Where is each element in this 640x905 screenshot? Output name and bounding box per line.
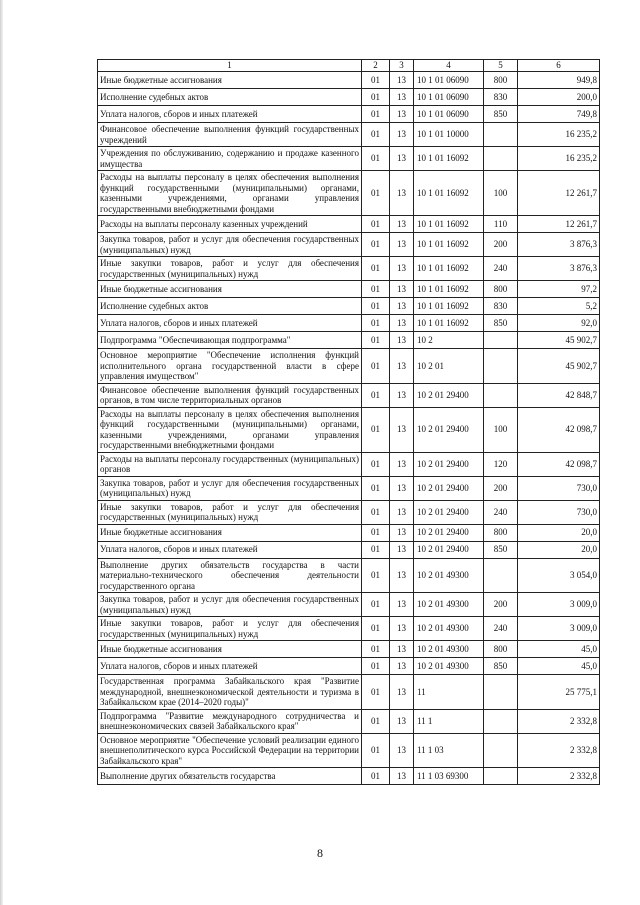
section-code-cell: 01 — [362, 315, 390, 332]
expense-name-cell: Иные закупки товаров, работ и услуг для обеспечения государственных (муниципальных) нужд — [98, 500, 362, 524]
subsection-code-cell: 13 — [390, 383, 414, 407]
table-row — [98, 541, 600, 558]
expense-name-cell: Уплата налогов, сборов и иных платежей — [98, 106, 362, 123]
target-article-code-cell: 10 2 01 29400 — [414, 452, 484, 476]
table-row — [98, 106, 600, 123]
subsection-code-cell: 13 — [390, 147, 414, 171]
target-article-code-cell: 11 1 — [414, 709, 484, 733]
table-row — [98, 147, 600, 171]
section-code-cell: 01 — [362, 524, 390, 541]
section-code-cell: 01 — [362, 476, 390, 500]
subsection-code-cell: 13 — [390, 123, 414, 147]
expense-name-cell: Иные закупки товаров, работ и услуг для обеспечения государственных (муниципальных) нужд — [98, 617, 362, 641]
subsection-code-cell: 13 — [390, 72, 414, 89]
amount-cell: 92,0 — [518, 315, 600, 332]
section-code-cell: 01 — [362, 233, 390, 257]
target-article-code-cell: 10 2 01 29400 — [414, 476, 484, 500]
amount-cell: 25 775,1 — [518, 675, 600, 710]
expense-type-code-cell: 110 — [484, 216, 518, 233]
amount-cell: 20,0 — [518, 524, 600, 541]
target-article-code-cell: 10 1 01 06090 — [414, 89, 484, 106]
target-article-code-cell: 10 2 — [414, 332, 484, 349]
expense-type-code-cell: 100 — [484, 407, 518, 452]
target-article-code-cell: 10 2 01 29400 — [414, 407, 484, 452]
target-article-code-cell: 10 2 01 49300 — [414, 617, 484, 641]
amount-cell: 2 332,8 — [518, 709, 600, 733]
table-row — [98, 281, 600, 298]
section-code-cell: 01 — [362, 298, 390, 315]
subsection-code-cell: 13 — [390, 332, 414, 349]
section-code-cell: 01 — [362, 147, 390, 171]
table-row — [98, 768, 600, 785]
target-article-code-cell: 10 1 01 06090 — [414, 106, 484, 123]
amount-cell: 3 009,0 — [518, 593, 600, 617]
amount-cell: 16 235,2 — [518, 123, 600, 147]
amount-cell: 3 876,3 — [518, 233, 600, 257]
expense-type-code-cell: 200 — [484, 476, 518, 500]
expense-name-cell: Иные бюджетные ассигнования — [98, 281, 362, 298]
subsection-code-cell: 13 — [390, 733, 414, 768]
target-article-code-cell: 10 2 01 49300 — [414, 593, 484, 617]
header-col-6: 6 — [518, 60, 600, 72]
expense-name-cell: Закупка товаров, работ и услуг для обеспечения государственных (муниципальных) нужд — [98, 593, 362, 617]
subsection-code-cell: 13 — [390, 641, 414, 658]
table-row — [98, 383, 600, 407]
section-code-cell: 01 — [362, 72, 390, 89]
expense-type-code-cell: 850 — [484, 658, 518, 675]
expense-name-cell: Основное мероприятие "Обеспечение исполнения функций исполнительного органа государственной власти в сфере управления имуществом" — [98, 349, 362, 384]
expense-type-code-cell — [484, 383, 518, 407]
table-row — [98, 658, 600, 675]
expense-name-cell: Подпрограмма "Развитие международного сотрудничества и внешнеэкономических связей Забайкальского края" — [98, 709, 362, 733]
header-col-3: 3 — [390, 60, 414, 72]
amount-cell: 97,2 — [518, 281, 600, 298]
expense-name-cell: Финансовое обеспечение выполнения функций государственных органов, в том числе территориальных органов — [98, 383, 362, 407]
section-code-cell: 01 — [362, 452, 390, 476]
subsection-code-cell: 13 — [390, 558, 414, 593]
table-row — [98, 500, 600, 524]
target-article-code-cell: 11 — [414, 675, 484, 710]
subsection-code-cell: 13 — [390, 281, 414, 298]
expense-type-code-cell: 850 — [484, 106, 518, 123]
target-article-code-cell: 10 1 01 16092 — [414, 147, 484, 171]
section-code-cell: 01 — [362, 593, 390, 617]
section-code-cell: 01 — [362, 106, 390, 123]
section-code-cell: 01 — [362, 709, 390, 733]
section-code-cell: 01 — [362, 500, 390, 524]
table-row — [98, 171, 600, 216]
section-code-cell: 01 — [362, 349, 390, 384]
subsection-code-cell: 13 — [390, 89, 414, 106]
expense-type-code-cell — [484, 709, 518, 733]
amount-cell: 45 902,7 — [518, 332, 600, 349]
table-row — [98, 123, 600, 147]
section-code-cell: 01 — [362, 216, 390, 233]
header-col-4: 4 — [414, 60, 484, 72]
page-number: 8 — [317, 846, 323, 860]
amount-cell: 42 098,7 — [518, 407, 600, 452]
amount-cell: 3 876,3 — [518, 257, 600, 281]
table-row — [98, 524, 600, 541]
section-code-cell: 01 — [362, 558, 390, 593]
subsection-code-cell: 13 — [390, 452, 414, 476]
expense-name-cell: Расходы на выплаты персоналу государственных (муниципальных) органов — [98, 452, 362, 476]
target-article-code-cell: 10 2 01 29400 — [414, 500, 484, 524]
target-article-code-cell: 10 1 01 06090 — [414, 72, 484, 89]
subsection-code-cell: 13 — [390, 675, 414, 710]
section-code-cell: 01 — [362, 641, 390, 658]
expense-name-cell: Расходы на выплаты персоналу в целях обеспечения выполнения функций государственными (муниципальными) органами, казенными учреждениями, органами управления государственными внебюджетными фондами — [98, 171, 362, 216]
expense-name-cell: Закупка товаров, работ и услуг для обеспечения государственных (муниципальных) нужд — [98, 233, 362, 257]
section-code-cell: 01 — [362, 541, 390, 558]
table-row — [98, 476, 600, 500]
subsection-code-cell: 13 — [390, 541, 414, 558]
subsection-code-cell: 13 — [390, 171, 414, 216]
expense-name-cell: Исполнение судебных актов — [98, 298, 362, 315]
section-code-cell: 01 — [362, 617, 390, 641]
subsection-code-cell: 13 — [390, 500, 414, 524]
target-article-code-cell: 10 2 01 49300 — [414, 558, 484, 593]
expense-name-cell: Государственная программа Забайкальского края "Развитие международной, внешнеэкономической деятельности и туризма в Забайкальском крае (2014–2020 годы)" — [98, 675, 362, 710]
header-col-2: 2 — [362, 60, 390, 72]
section-code-cell: 01 — [362, 171, 390, 216]
amount-cell: 42 848,7 — [518, 383, 600, 407]
expense-name-cell: Выполнение других обязательств государства в части материально-технического обеспечения деятельности государственного органа — [98, 558, 362, 593]
target-article-code-cell: 10 2 01 29400 — [414, 383, 484, 407]
expense-type-code-cell: 850 — [484, 315, 518, 332]
section-code-cell: 01 — [362, 383, 390, 407]
expense-type-code-cell: 240 — [484, 617, 518, 641]
subsection-code-cell: 13 — [390, 768, 414, 785]
table-header-row — [98, 60, 600, 72]
table-row — [98, 72, 600, 89]
amount-cell: 949,8 — [518, 72, 600, 89]
expense-type-code-cell — [484, 675, 518, 710]
expense-name-cell: Расходы на выплаты персоналу в целях обеспечения выполнения функций государственными (муниципальными) органами, казенными учреждениями, органами управления государственными внебюджетными фондами — [98, 407, 362, 452]
expense-type-code-cell: 240 — [484, 500, 518, 524]
amount-cell: 5,2 — [518, 298, 600, 315]
table-row — [98, 617, 600, 641]
expense-type-code-cell — [484, 123, 518, 147]
table-row — [98, 315, 600, 332]
table-row — [98, 675, 600, 710]
subsection-code-cell: 13 — [390, 658, 414, 675]
table-row — [98, 257, 600, 281]
target-article-code-cell: 10 1 01 16092 — [414, 298, 484, 315]
expense-name-cell: Закупка товаров, работ и услуг для обеспечения государственных (муниципальных) нужд — [98, 476, 362, 500]
expense-type-code-cell: 830 — [484, 298, 518, 315]
subsection-code-cell: 13 — [390, 593, 414, 617]
section-code-cell: 01 — [362, 658, 390, 675]
target-article-code-cell: 10 2 01 49300 — [414, 658, 484, 675]
amount-cell: 20,0 — [518, 541, 600, 558]
target-article-code-cell: 10 2 01 49300 — [414, 641, 484, 658]
table-row — [98, 332, 600, 349]
section-code-cell: 01 — [362, 123, 390, 147]
expense-type-code-cell: 800 — [484, 524, 518, 541]
subsection-code-cell: 13 — [390, 524, 414, 541]
subsection-code-cell: 13 — [390, 709, 414, 733]
expense-name-cell: Иные бюджетные ассигнования — [98, 641, 362, 658]
expense-type-code-cell: 240 — [484, 257, 518, 281]
table-row — [98, 298, 600, 315]
target-article-code-cell: 10 2 01 29400 — [414, 541, 484, 558]
subsection-code-cell: 13 — [390, 216, 414, 233]
expense-type-code-cell — [484, 332, 518, 349]
expense-type-code-cell: 200 — [484, 233, 518, 257]
subsection-code-cell: 13 — [390, 349, 414, 384]
expense-name-cell: Подпрограмма "Обеспечивающая подпрограмма" — [98, 332, 362, 349]
amount-cell: 730,0 — [518, 500, 600, 524]
subsection-code-cell: 13 — [390, 257, 414, 281]
target-article-code-cell: 10 1 01 16092 — [414, 233, 484, 257]
expense-type-code-cell — [484, 349, 518, 384]
subsection-code-cell: 13 — [390, 476, 414, 500]
amount-cell: 45 902,7 — [518, 349, 600, 384]
target-article-code-cell: 10 2 01 29400 — [414, 524, 484, 541]
amount-cell: 749,8 — [518, 106, 600, 123]
amount-cell: 12 261,7 — [518, 171, 600, 216]
expense-type-code-cell: 200 — [484, 593, 518, 617]
subsection-code-cell: 13 — [390, 617, 414, 641]
subsection-code-cell: 13 — [390, 407, 414, 452]
amount-cell: 45,0 — [518, 658, 600, 675]
table-row — [98, 709, 600, 733]
table-row — [98, 407, 600, 452]
amount-cell: 42 098,7 — [518, 452, 600, 476]
expense-type-code-cell — [484, 147, 518, 171]
expense-name-cell: Иные бюджетные ассигнования — [98, 72, 362, 89]
target-article-code-cell: 10 1 01 16092 — [414, 315, 484, 332]
amount-cell: 2 332,8 — [518, 733, 600, 768]
target-article-code-cell: 11 1 03 69300 — [414, 768, 484, 785]
table-row — [98, 558, 600, 593]
budget-table — [97, 59, 600, 785]
section-code-cell: 01 — [362, 89, 390, 106]
table-row — [98, 733, 600, 768]
amount-cell: 3 054,0 — [518, 558, 600, 593]
table-row — [98, 233, 600, 257]
expense-name-cell: Иные закупки товаров, работ и услуг для обеспечения государственных (муниципальных) нужд — [98, 257, 362, 281]
table-row — [98, 641, 600, 658]
expense-name-cell: Исполнение судебных актов — [98, 89, 362, 106]
expense-type-code-cell: 800 — [484, 72, 518, 89]
expense-type-code-cell — [484, 768, 518, 785]
table-row — [98, 593, 600, 617]
amount-cell: 16 235,2 — [518, 147, 600, 171]
expense-type-code-cell: 830 — [484, 89, 518, 106]
expense-type-code-cell: 120 — [484, 452, 518, 476]
expense-type-code-cell: 100 — [484, 171, 518, 216]
table-row — [98, 89, 600, 106]
table-row — [98, 452, 600, 476]
expense-name-cell: Финансовое обеспечение выполнения функций государственных учреждений — [98, 123, 362, 147]
subsection-code-cell: 13 — [390, 106, 414, 123]
expense-name-cell: Расходы на выплаты персоналу казенных учреждений — [98, 216, 362, 233]
expense-name-cell: Уплата налогов, сборов и иных платежей — [98, 315, 362, 332]
target-article-code-cell: 10 2 01 — [414, 349, 484, 384]
target-article-code-cell: 10 1 01 16092 — [414, 171, 484, 216]
table-row — [98, 349, 600, 384]
expense-type-code-cell: 800 — [484, 281, 518, 298]
expense-name-cell: Иные бюджетные ассигнования — [98, 524, 362, 541]
target-article-code-cell: 10 1 01 16092 — [414, 281, 484, 298]
section-code-cell: 01 — [362, 281, 390, 298]
expense-name-cell: Учреждения по обслуживанию, содержанию и продаже казенного имущества — [98, 147, 362, 171]
amount-cell: 12 261,7 — [518, 216, 600, 233]
expense-type-code-cell — [484, 733, 518, 768]
table-row — [98, 216, 600, 233]
amount-cell: 730,0 — [518, 476, 600, 500]
target-article-code-cell: 10 1 01 16092 — [414, 216, 484, 233]
amount-cell: 200,0 — [518, 89, 600, 106]
expense-name-cell: Уплата налогов, сборов и иных платежей — [98, 541, 362, 558]
amount-cell: 2 332,8 — [518, 768, 600, 785]
target-article-code-cell: 10 1 01 16092 — [414, 257, 484, 281]
section-code-cell: 01 — [362, 257, 390, 281]
subsection-code-cell: 13 — [390, 298, 414, 315]
budget-table-body — [98, 60, 600, 785]
target-article-code-cell: 11 1 03 — [414, 733, 484, 768]
amount-cell: 3 009,0 — [518, 617, 600, 641]
expense-name-cell: Основное мероприятие "Обеспечение условий реализации единого внешнеполитического курса Российской Федерации на территории Забайкальского края" — [98, 733, 362, 768]
amount-cell: 45,0 — [518, 641, 600, 658]
subsection-code-cell: 13 — [390, 233, 414, 257]
section-code-cell: 01 — [362, 407, 390, 452]
section-code-cell: 01 — [362, 332, 390, 349]
section-code-cell: 01 — [362, 675, 390, 710]
expense-type-code-cell — [484, 558, 518, 593]
header-col-1: 1 — [98, 60, 362, 72]
target-article-code-cell: 10 1 01 10000 — [414, 123, 484, 147]
subsection-code-cell: 13 — [390, 315, 414, 332]
section-code-cell: 01 — [362, 768, 390, 785]
scan-binding-edge — [0, 0, 3, 905]
expense-name-cell: Выполнение других обязательств государства — [98, 768, 362, 785]
expense-type-code-cell: 850 — [484, 541, 518, 558]
header-col-5: 5 — [484, 60, 518, 72]
expense-type-code-cell: 800 — [484, 641, 518, 658]
expense-name-cell: Уплата налогов, сборов и иных платежей — [98, 658, 362, 675]
section-code-cell: 01 — [362, 733, 390, 768]
